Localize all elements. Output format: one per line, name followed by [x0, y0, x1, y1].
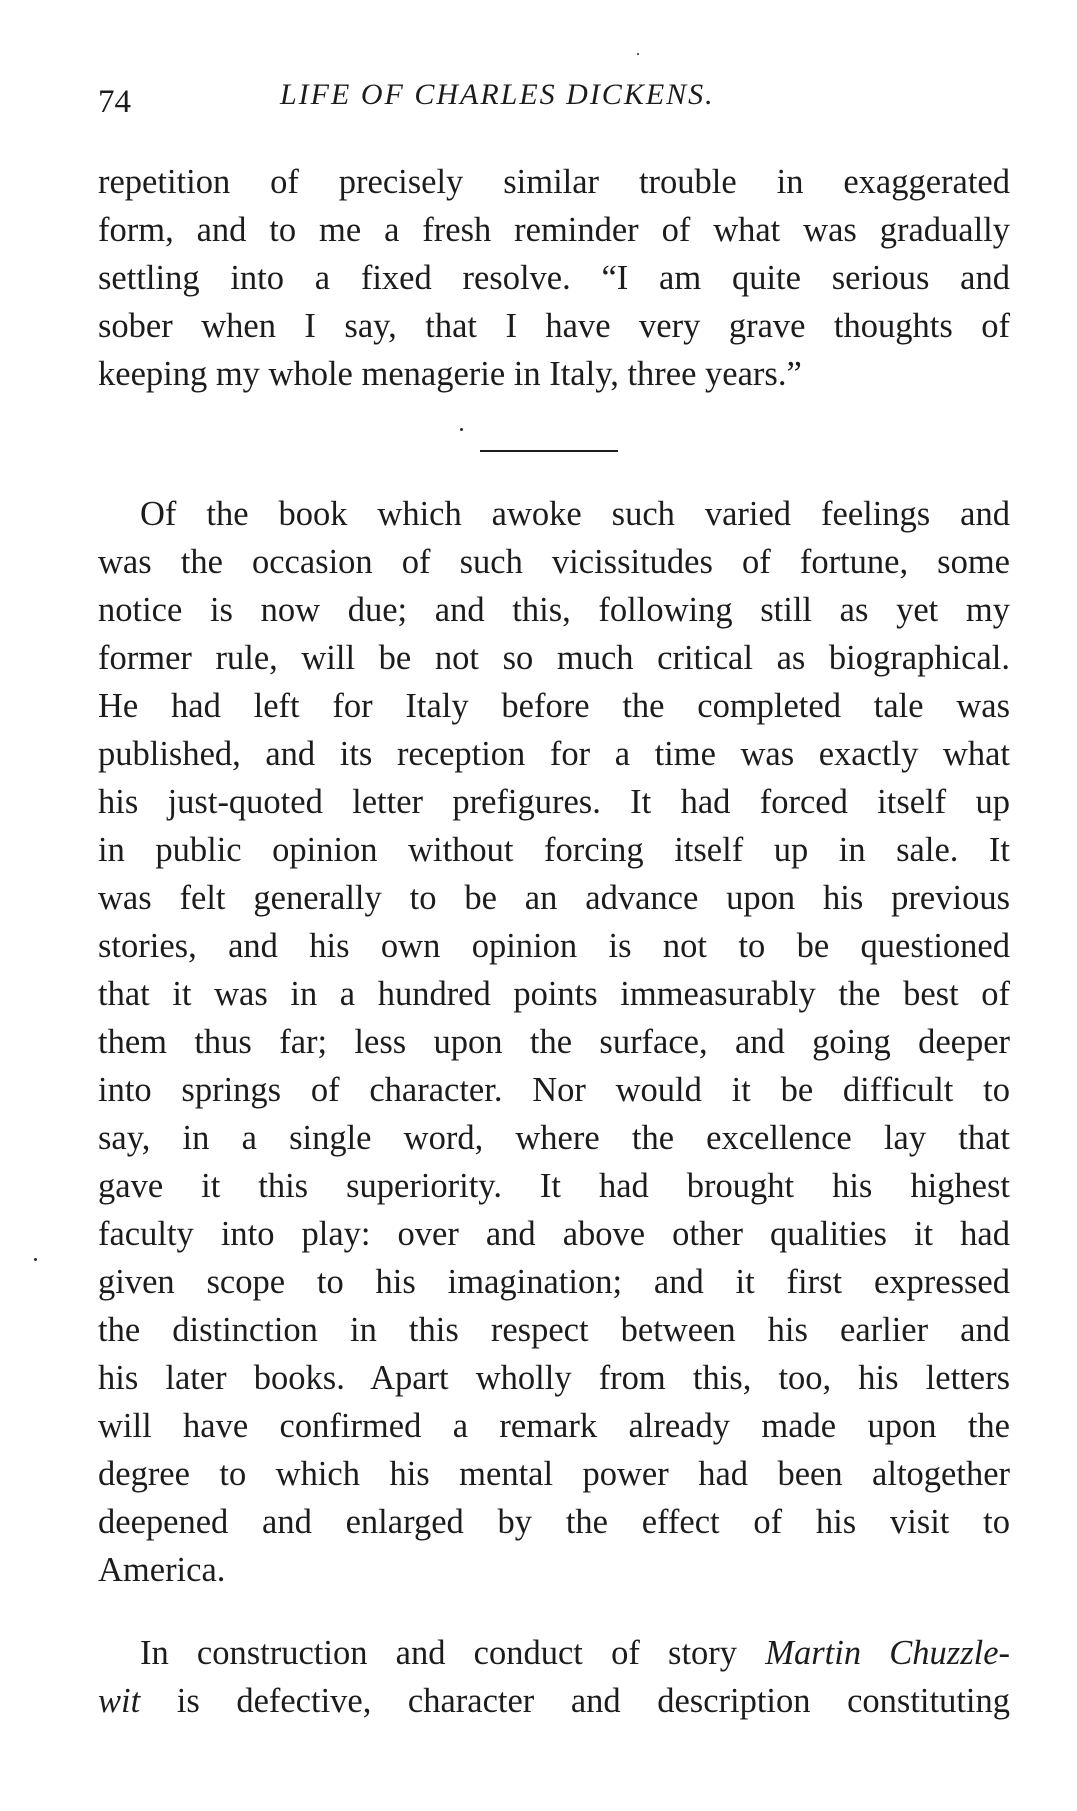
text-line: degree to which his mental power had been altogether [98, 1455, 1010, 1493]
text-line: repetition of precisely similar trouble in exaggerated [98, 163, 1010, 201]
text-span: In construction and conduct of story [140, 1634, 738, 1672]
text-line: Of the book which awoke such varied feelings and [140, 495, 1010, 533]
text-line [98, 1629, 1010, 1677]
text-line: keeping my whole menagerie in Italy, three years.” [98, 355, 802, 393]
print-speck [460, 428, 463, 431]
text-line: that it was in a hundred points immeasurably the best of [98, 975, 1010, 1013]
text-line: former rule, will be not so much critical as biographical. [98, 639, 1010, 677]
text-span: is defective, character and description constituting [176, 1682, 1010, 1720]
text-line: his just-quoted letter prefigures. It had forced itself up [98, 783, 1010, 821]
text-line: America. [98, 1551, 226, 1589]
paragraph-2 [98, 490, 1010, 1594]
text-line: settling into a fixed resolve. “I am quite serious and [98, 259, 1010, 297]
text-line: will have confirmed a remark already made upon the [98, 1407, 1010, 1445]
text-line: them thus far; less upon the surface, and going deeper [98, 1023, 1010, 1061]
running-title: LIFE OF CHARLES DICKENS. [280, 78, 715, 111]
text-line: form, and to me a fresh reminder of what was gradually [98, 211, 1010, 249]
text-line: gave it this superiority. It had brought his highest [98, 1167, 1010, 1205]
text-line: his later books. Apart wholly from this, too, his letters [98, 1359, 1010, 1397]
text-line: sober when I say, that I have very grave thoughts of [98, 307, 1010, 345]
section-divider [480, 450, 618, 452]
text-line: in public opinion without forcing itself up in sale. It [98, 831, 1010, 869]
print-speck [637, 53, 639, 55]
text-line: published, and its reception for a time was exactly what [98, 735, 1010, 773]
print-speck [34, 1258, 37, 1261]
book-title: wit [98, 1682, 141, 1720]
text-line: was the occasion of such vicissitudes of fortune, some [98, 543, 1010, 581]
text-line: say, in a single word, where the excellence lay that [98, 1119, 1010, 1157]
text-line: into springs of character. Nor would it be difficult to [98, 1071, 1010, 1109]
text-line: faculty into play: over and above other qualities it had [98, 1215, 1010, 1253]
paragraph-3 [98, 1629, 1010, 1725]
paragraph-1 [98, 158, 1010, 398]
book-title: Martin Chuzzle- [765, 1634, 1011, 1672]
text-line: the distinction in this respect between his earlier and [98, 1311, 1010, 1349]
text-line: deepened and enlarged by the effect of his visit to [98, 1503, 1010, 1541]
page-header [98, 78, 1010, 128]
text-line: notice is now due; and this, following still as yet my [98, 591, 1010, 629]
text-line: was felt generally to be an advance upon his previous [98, 879, 1010, 917]
page-number: 74 [98, 84, 131, 120]
text-line: stories, and his own opinion is not to be questioned [98, 927, 1010, 965]
text-line: given scope to his imagination; and it first expressed [98, 1263, 1010, 1301]
text-line [98, 1677, 1010, 1725]
text-line: He had left for Italy before the completed tale was [98, 687, 1010, 725]
